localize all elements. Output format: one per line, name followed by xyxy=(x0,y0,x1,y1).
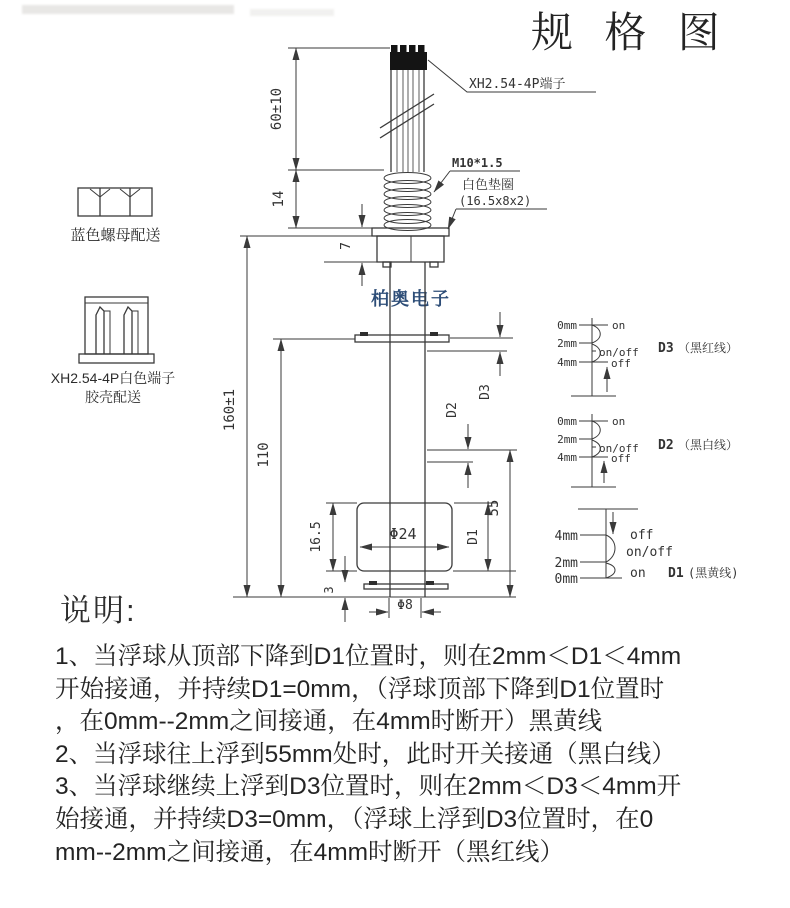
cable xyxy=(380,70,434,172)
dim-overall-length xyxy=(222,236,372,597)
dim-stem-diameter xyxy=(369,598,441,618)
svg-text:16.5: 16.5 xyxy=(309,521,324,553)
svg-text:（黑红线）: （黑红线） xyxy=(678,341,739,355)
cable-break-mark xyxy=(380,94,434,128)
svg-text:D2: D2 xyxy=(658,438,674,453)
svg-text:2mm: 2mm xyxy=(557,337,577,350)
switch-diagram-d1 xyxy=(555,509,739,587)
svg-text:3: 3 xyxy=(322,586,336,594)
svg-text:on: on xyxy=(612,415,626,428)
svg-text:D1: D1 xyxy=(466,529,481,545)
note-line: 始接通，并持续D3=0mm，（浮球上浮到D3位置时，在0 xyxy=(55,805,654,833)
svg-text:(黑黄线): (黑黄线) xyxy=(688,566,739,580)
svg-text:110: 110 xyxy=(256,442,272,468)
cable-break-mark xyxy=(380,104,434,138)
note-line: 1、当浮球从顶部下降到D1位置时，则在2mm＜D1＜4mm xyxy=(55,643,682,670)
dim-d1 xyxy=(453,503,516,571)
svg-text:0mm: 0mm xyxy=(557,415,577,428)
callout-terminal xyxy=(428,60,596,92)
dim-rise-level xyxy=(427,450,517,597)
brand-watermark: 柏奥电子 xyxy=(371,289,451,310)
bottom-clip xyxy=(364,581,448,589)
svg-text:off: off xyxy=(611,357,631,370)
svg-text:on/off: on/off xyxy=(599,346,639,359)
connector-housing-drawing xyxy=(79,297,154,363)
note-line: ，在0mm--2mm之间接通，在4mm时断开）黑黄线 xyxy=(55,708,603,736)
svg-text:on: on xyxy=(630,566,646,581)
svg-text:7: 7 xyxy=(339,242,354,250)
svg-text:XH2.54-4P端子: XH2.54-4P端子 xyxy=(469,77,566,92)
svg-text:4mm: 4mm xyxy=(557,356,577,369)
svg-text:（黑白线）: （黑白线） xyxy=(678,438,739,452)
svg-text:0mm: 0mm xyxy=(557,319,577,332)
dim-d2 xyxy=(427,402,473,488)
dim-float-height xyxy=(309,503,357,571)
notes-heading: 说明: xyxy=(60,593,137,628)
svg-text:160±1: 160±1 xyxy=(222,388,238,432)
dim-thread-length xyxy=(271,170,372,228)
svg-text:off: off xyxy=(611,452,631,465)
svg-text:Φ8: Φ8 xyxy=(397,598,413,613)
dim-hex-height xyxy=(324,204,377,286)
svg-text:4mm: 4mm xyxy=(557,451,577,464)
svg-text:on/off: on/off xyxy=(626,545,673,560)
svg-text:0mm: 0mm xyxy=(554,572,578,587)
upper-flange xyxy=(355,332,449,342)
svg-text:4mm: 4mm xyxy=(554,529,578,544)
svg-text:on/off: on/off xyxy=(599,442,639,455)
switch-diagram-d3 xyxy=(557,318,738,396)
hex-body xyxy=(377,236,444,267)
page-title: 规 格 图 xyxy=(531,8,729,57)
switch-diagram-d2 xyxy=(557,414,738,487)
svg-text:2mm: 2mm xyxy=(557,433,577,446)
nut-label: 蓝色螺母配送 xyxy=(70,227,161,244)
note-line: 开始接通，并持续D1=0mm，（浮球顶部下降到D1位置时 xyxy=(55,675,665,703)
svg-text:Φ24: Φ24 xyxy=(389,525,417,543)
svg-text:D3: D3 xyxy=(658,341,674,356)
svg-text:D3: D3 xyxy=(478,384,493,400)
callout-washer xyxy=(448,177,547,229)
svg-text:D2: D2 xyxy=(445,402,460,418)
svg-text:on: on xyxy=(612,319,626,332)
svg-text:14: 14 xyxy=(271,190,287,208)
dim-float-diameter xyxy=(360,525,449,547)
thread-section xyxy=(384,173,431,231)
note-line: mm--2mm之间接通，在4mm时断开（黑红线） xyxy=(55,838,565,866)
dim-stem-length xyxy=(256,339,355,597)
dim-d3 xyxy=(427,312,513,400)
housing-label-line2: 胶壳配送 xyxy=(85,389,141,405)
washer-plate xyxy=(372,228,449,236)
svg-text:白色垫圈: 白色垫圈 xyxy=(462,178,515,193)
svg-text:off: off xyxy=(630,528,654,543)
svg-text:(16.5x8x2): (16.5x8x2) xyxy=(459,194,532,208)
connector-plug xyxy=(390,45,427,70)
note-line: 2、当浮球往上浮到55mm处时，此时开关接通（黑白线） xyxy=(55,740,676,768)
svg-text:D1: D1 xyxy=(668,566,684,581)
svg-text:60±10: 60±10 xyxy=(269,87,285,131)
housing-label-line1: XH2.54-4P白色端子 xyxy=(50,370,176,386)
svg-text:55: 55 xyxy=(486,499,502,517)
nut-drawing xyxy=(78,188,152,216)
svg-text:2mm: 2mm xyxy=(554,556,578,571)
dim-cable-length xyxy=(269,48,390,170)
note-line: 3、当浮球继续上浮到D3位置时，则在2mm＜D3＜4mm开 xyxy=(55,773,682,801)
svg-text:M10*1.5: M10*1.5 xyxy=(452,156,503,170)
